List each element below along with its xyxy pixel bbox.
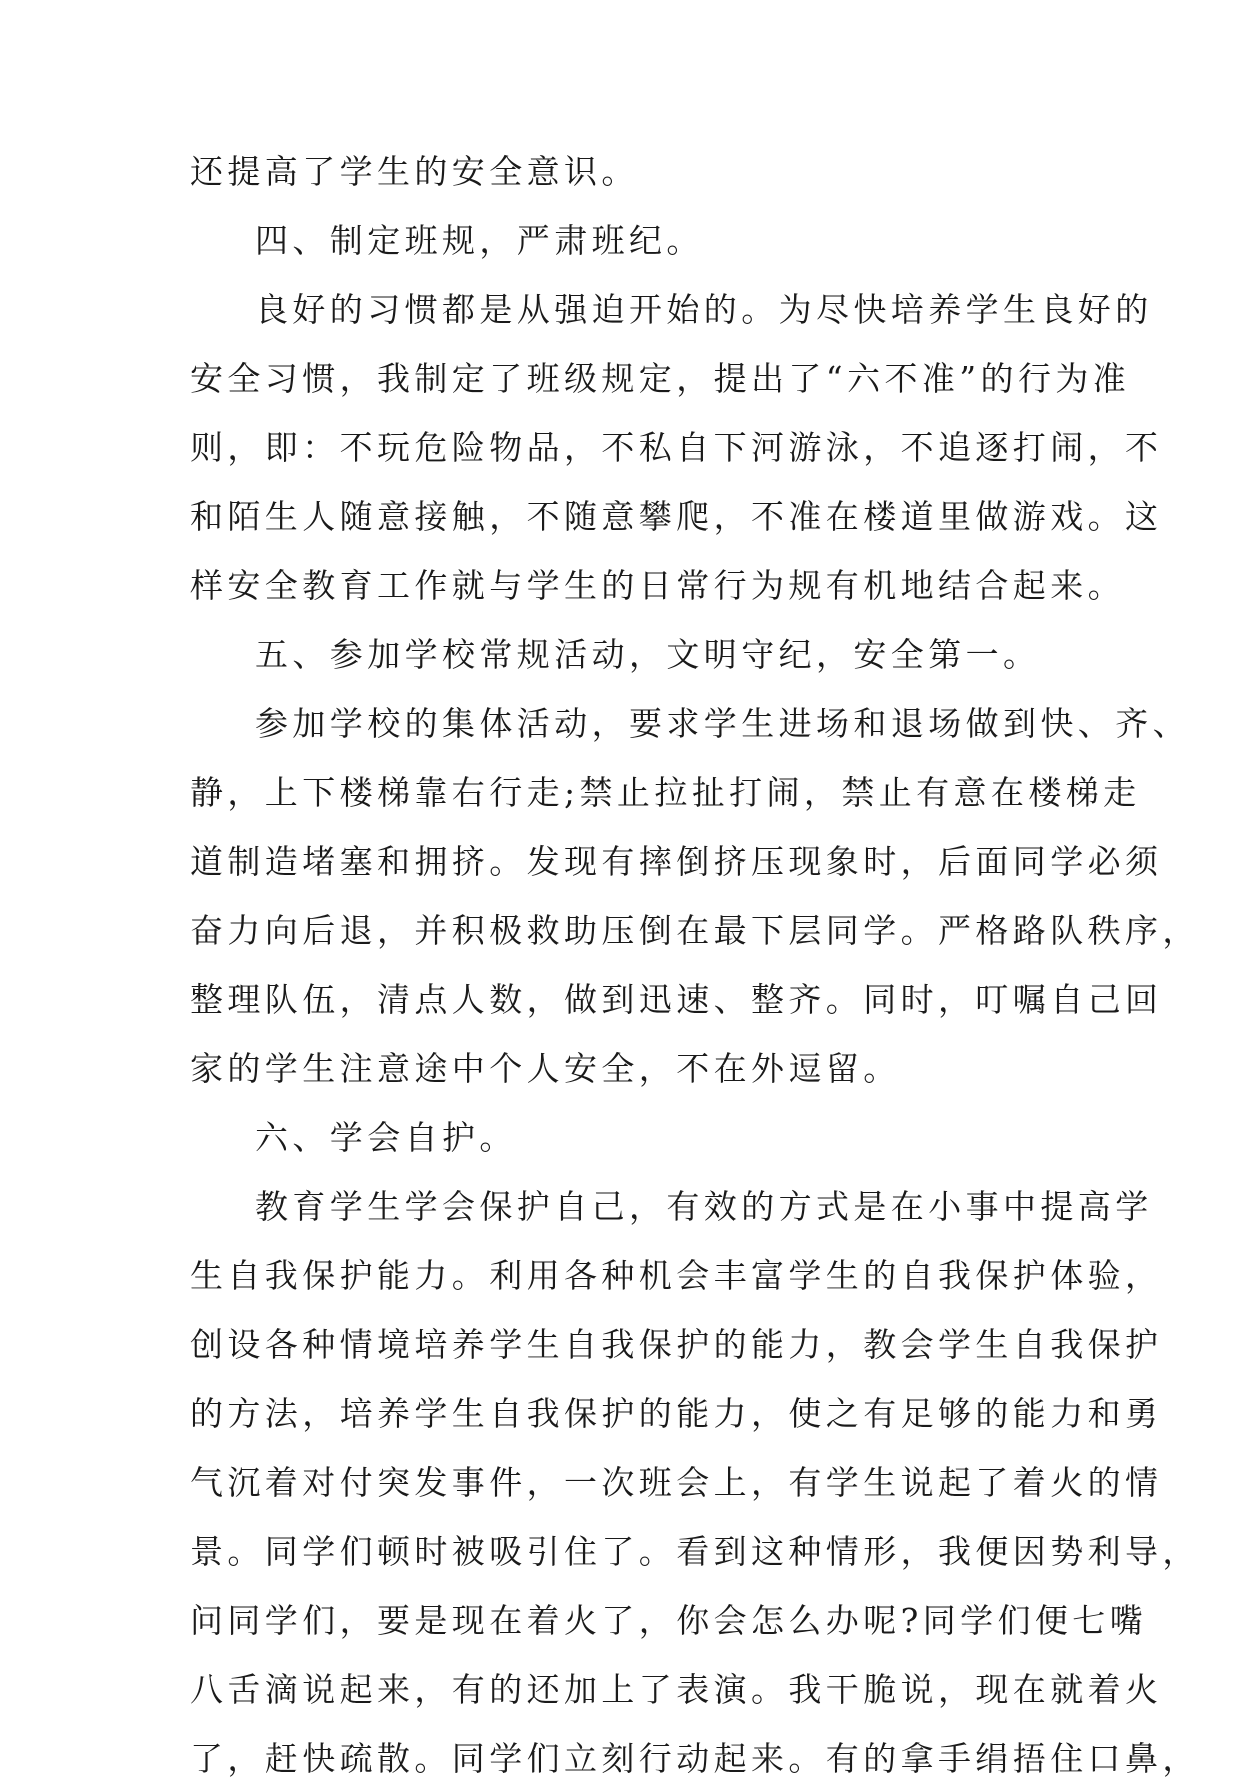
text-line: 问同学们，要是现在着火了，你会怎么办呢?同学们便七嘴 (190, 1601, 1148, 1640)
text-line: 的方法，培养学生自我保护的能力，使之有足够的能力和勇 (190, 1394, 1163, 1433)
text-line: 整理队伍，清点人数，做到迅速、整齐。同时，叮嘱自己回 (190, 980, 1163, 1019)
text-line: 景。同学们顿时被吸引住了。看到这种情形，我便因势利导， (190, 1532, 1200, 1571)
text-line: 则，即：不玩危险物品，不私自下河游泳，不追逐打闹，不 (190, 428, 1163, 467)
text-line: 家的学生注意途中个人安全，不在外逗留。 (190, 1049, 901, 1088)
text-line: 样安全教育工作就与学生的日常行为规有机地结合起来。 (190, 566, 1125, 605)
section-heading: 五、参加学校常规活动，文明守纪，安全第一。 (255, 635, 1041, 674)
text-line: 良好的习惯都是从强迫开始的。为尽快培养学生良好的 (255, 290, 1153, 329)
text-line: 生自我保护能力。利用各种机会丰富学生的自我保护体验， (190, 1256, 1163, 1295)
text-line: 创设各种情境培养学生自我保护的能力，教会学生自我保护 (190, 1325, 1163, 1364)
text-line: 奋力向后退，并积极救助压倒在最下层同学。严格路队秩序， (190, 911, 1200, 950)
text-line: 道制造堵塞和拥挤。发现有摔倒挤压现象时，后面同学必须 (190, 842, 1163, 881)
text-line: 八舌滴说起来，有的还加上了表演。我干脆说，现在就着火 (190, 1670, 1163, 1709)
text-line: 气沉着对付突发事件，一次班会上，有学生说起了着火的情 (190, 1463, 1163, 1502)
section-heading: 四、制定班规，严肃班纪。 (255, 221, 704, 260)
text-line: 了，赶快疏散。同学们立刻行动起来。有的拿手绢捂住口鼻， (190, 1739, 1200, 1778)
text-line: 静，上下楼梯靠右行走;禁止拉扯打闹，禁止有意在楼梯走 (190, 773, 1141, 812)
text-line: 安全习惯，我制定了班级规定，提出了“六不准”的行为准 (190, 359, 1131, 398)
section-heading: 六、学会自护。 (255, 1118, 517, 1157)
text-line: 参加学校的集体活动，要求学生进场和退场做到快、齐、 (255, 704, 1190, 743)
text-line: 还提高了学生的安全意识。 (190, 152, 639, 191)
text-line: 和陌生人随意接触，不随意攀爬，不准在楼道里做游戏。这 (190, 497, 1163, 536)
text-line: 教育学生学会保护自己，有效的方式是在小事中提高学 (255, 1187, 1153, 1226)
